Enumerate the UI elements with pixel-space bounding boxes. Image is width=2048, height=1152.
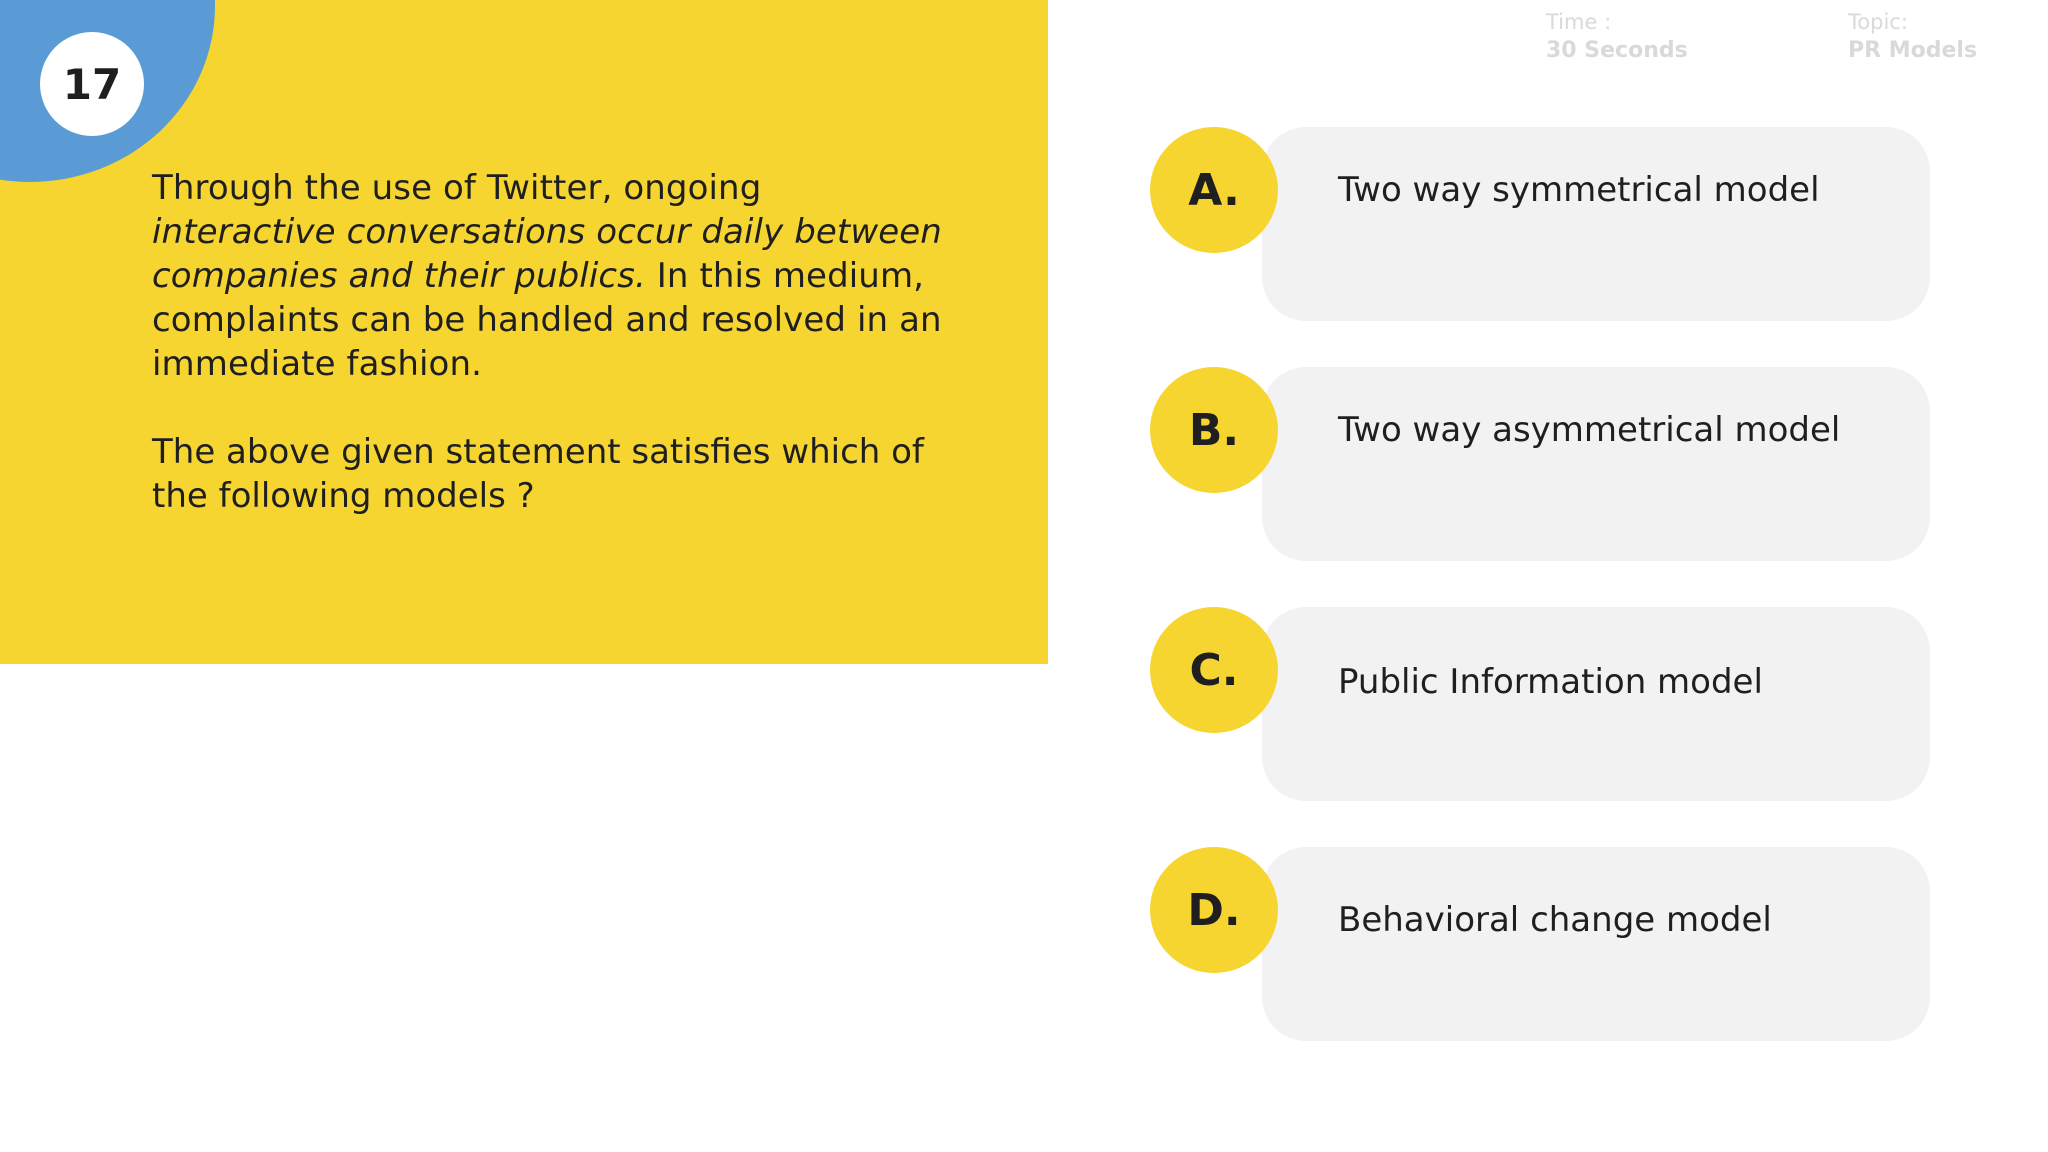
option-d[interactable]	[1150, 847, 1930, 1043]
option-letter-badge[interactable]: C.	[1150, 607, 1278, 733]
question-text-emphasis: interactive conversations occur daily between companies and their publics.	[152, 212, 942, 296]
option-text[interactable]: Two way asymmetrical model	[1338, 410, 1841, 450]
option-a[interactable]	[1150, 127, 1930, 323]
question-prompt: The above given statement satisfies which of the following models ?	[152, 432, 924, 516]
option-b[interactable]	[1150, 367, 1930, 563]
time-label: Time :	[1546, 10, 1612, 34]
question-text-part1: Through the use of Twitter, ongoing	[152, 168, 762, 208]
question-text	[152, 166, 952, 386]
option-card[interactable]	[1262, 127, 1930, 321]
time-value: 30 Seconds	[1546, 38, 1688, 63]
option-card[interactable]	[1262, 367, 1930, 561]
option-letter-badge[interactable]: A.	[1150, 127, 1278, 253]
option-card[interactable]	[1262, 847, 1930, 1041]
topic-info	[1848, 8, 1977, 66]
option-text[interactable]: Two way symmetrical model	[1338, 170, 1820, 210]
topic-label: Topic:	[1848, 10, 1908, 34]
option-text[interactable]: Public Information model	[1338, 662, 1763, 702]
option-c[interactable]	[1150, 607, 1930, 803]
option-letter-badge[interactable]: B.	[1150, 367, 1278, 493]
option-letter-badge[interactable]: D.	[1150, 847, 1278, 973]
option-text[interactable]: Behavioral change model	[1338, 900, 1772, 940]
question-number-badge: 17	[40, 32, 144, 136]
time-info	[1546, 8, 1688, 66]
question-text-part2: In this medium, complaints can be handled and resolved in an immediate fashion.	[152, 256, 942, 384]
topic-value: PR Models	[1848, 38, 1978, 63]
